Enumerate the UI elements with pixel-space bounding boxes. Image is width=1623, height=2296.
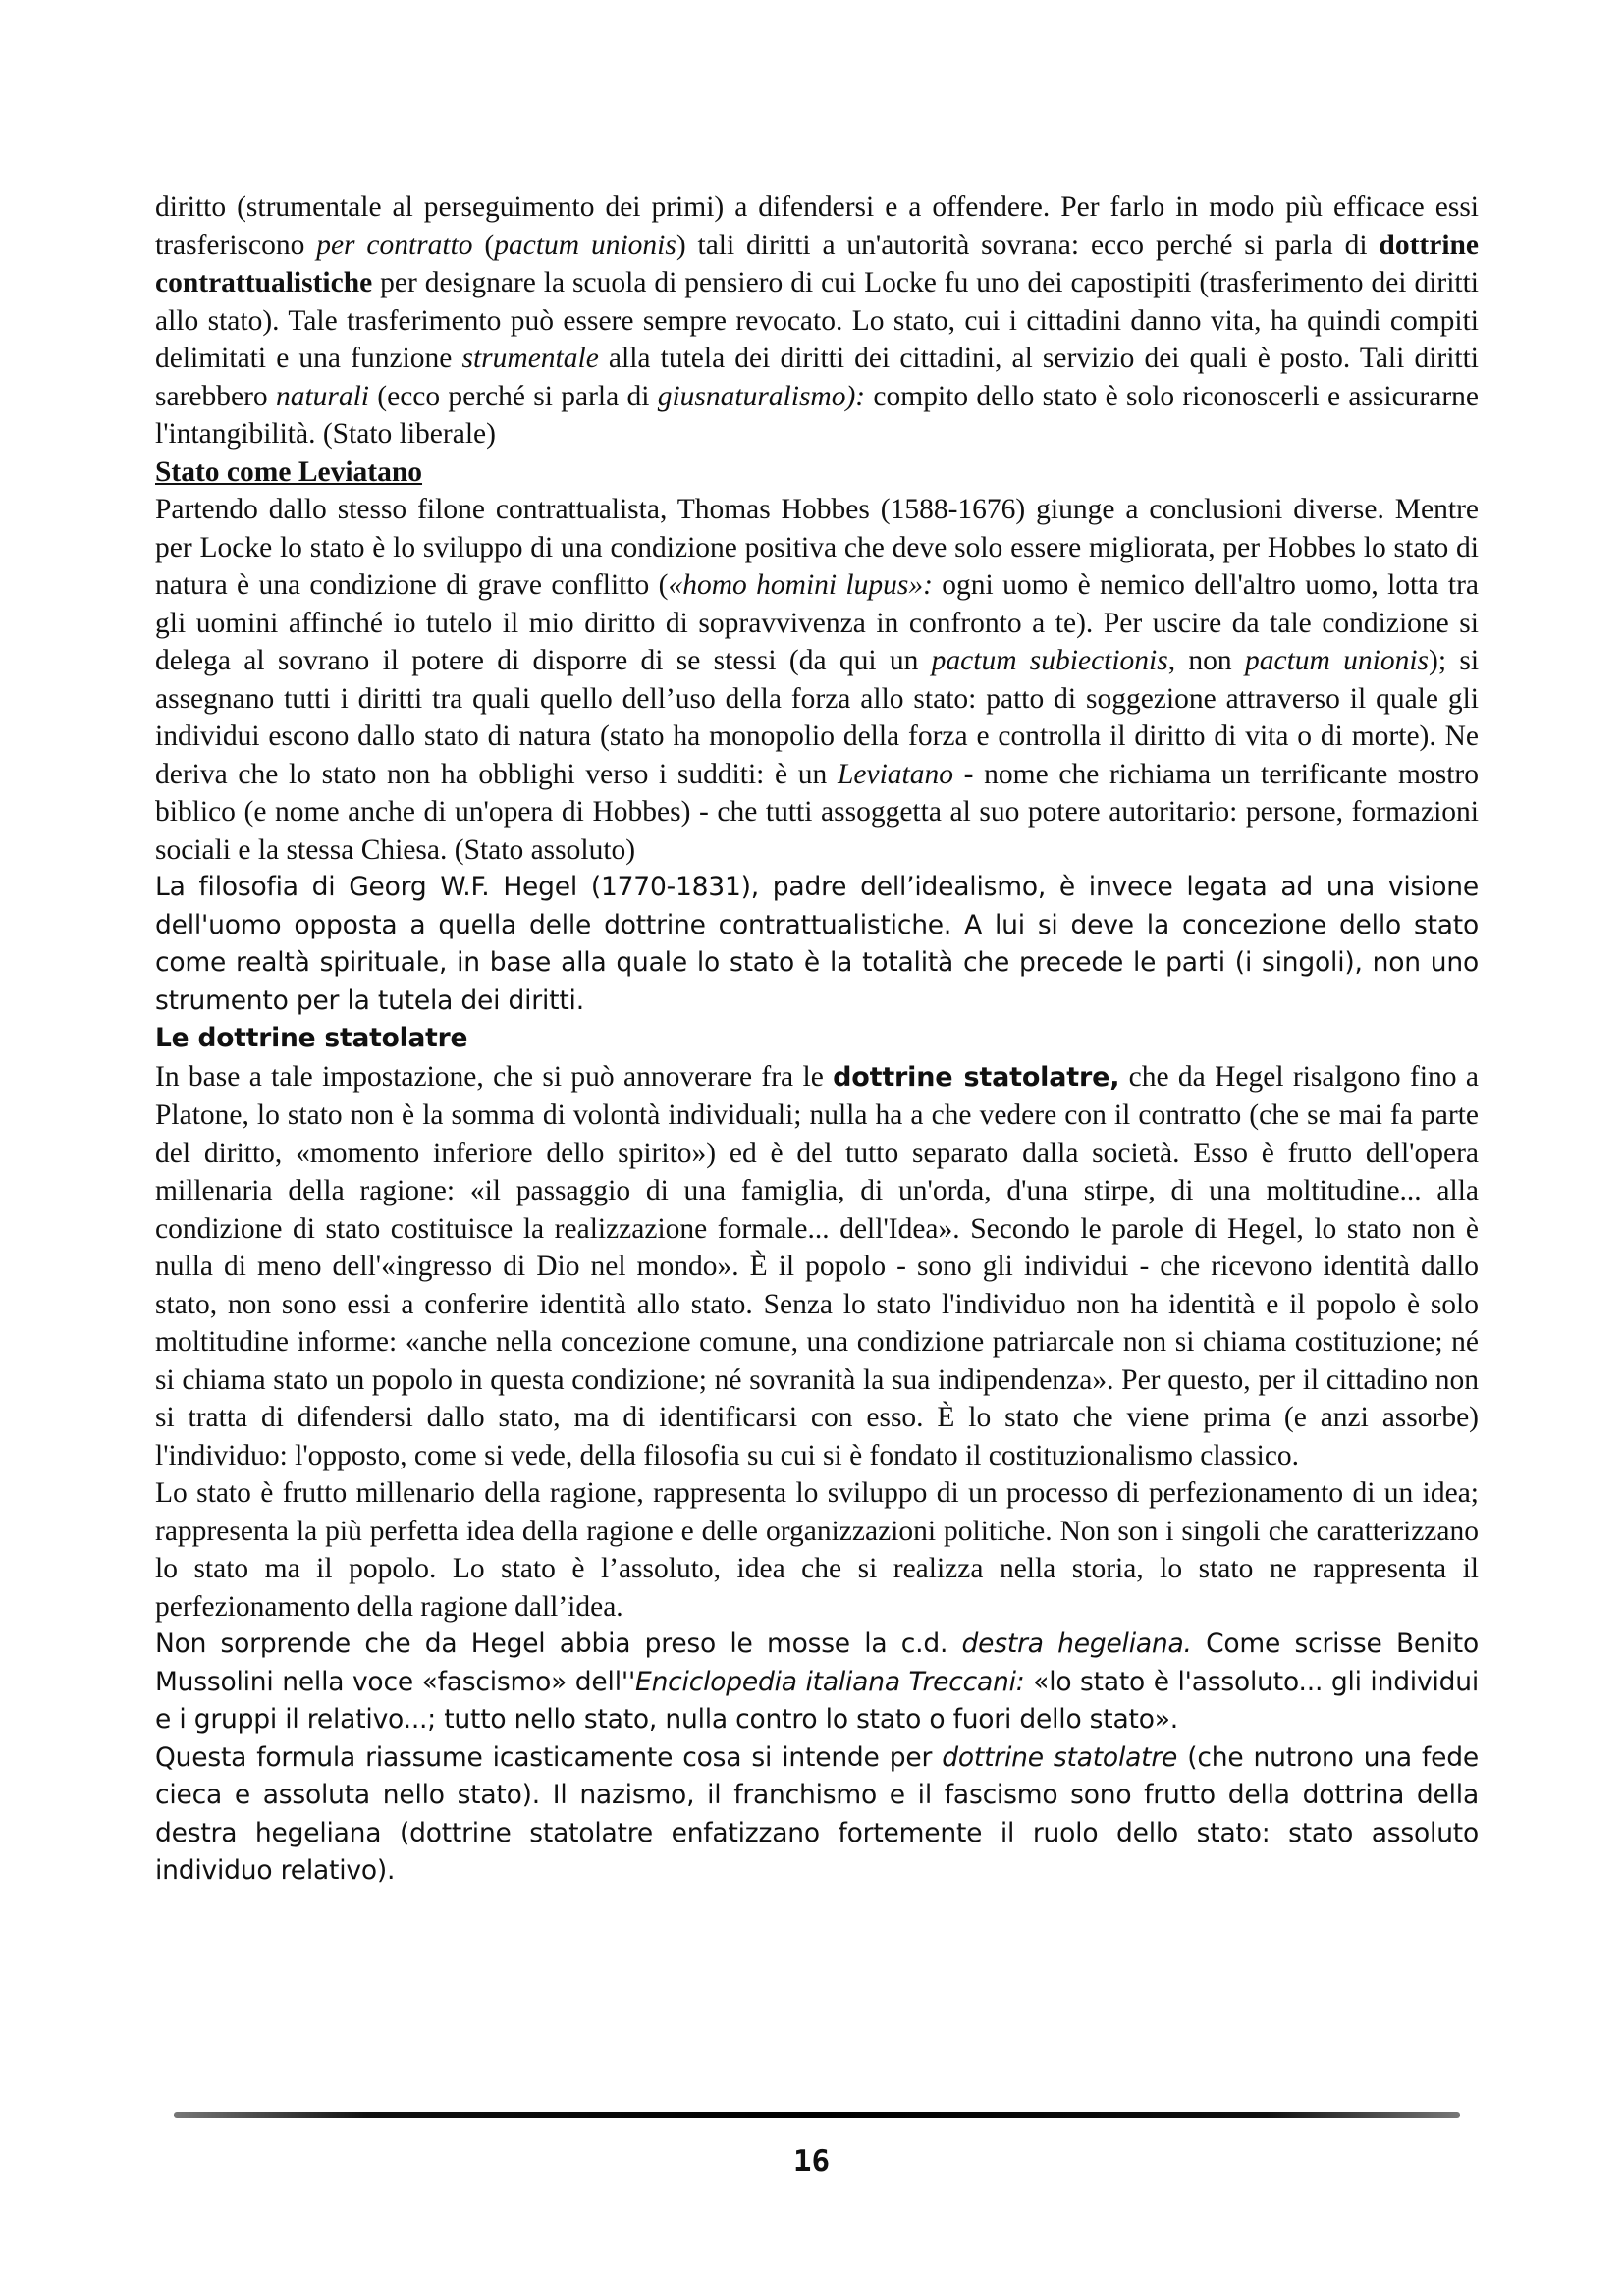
italic-run: pactum subiectionis	[931, 645, 1168, 676]
text-run: (	[472, 229, 495, 261]
text-run: Questa formula riassume icasticamente cosa si intende per	[155, 1741, 943, 1773]
italic-run: giusnaturalismo):	[657, 380, 866, 412]
bold-run: dottrine contrattualistiche	[155, 229, 1480, 298]
text-run: diritto (strumentale al perseguimento dei primi) a difendersi e a offendere. Per farlo in modo più efficace essi trasferiscono	[155, 191, 1479, 261]
footer-divider	[174, 2112, 1460, 2118]
bold-run: dottrine statolatre,	[833, 1061, 1120, 1093]
italic-run: «homo homini lupus»:	[668, 569, 933, 601]
text-run: (ecco perché si parla di	[369, 380, 658, 412]
text-run: Partendo dallo stesso filone contrattualista, Thomas Hobbes (1588-1676) giunge a conclusioni diverse. Mentre per Locke lo stato è lo sviluppo di una condizione positiva che deve solo essere migliorata, per Hobbes lo stato di natura è una condizione di grave conflitto (	[155, 494, 1479, 601]
text-run: Come scrisse Benito Mussolini nella voce «fascismo» dell'	[155, 1629, 1479, 1697]
text-run: (che nutrono una fede cieca e assoluta nello stato). Il nazismo, il franchismo e il fascismo sono frutto della dottrina della destra hegeliana (dottrine statolatre enfatizzano fortemente il ruolo dello stato: stato assoluto individuo relativo).	[155, 1741, 1480, 1886]
italic-run: dottrine statolatre	[942, 1741, 1178, 1773]
italic-run: strumentale	[461, 343, 599, 374]
text-run: ); si assegnano tutti i diritti tra quali quello dell’uso della forza allo stato: patto di soggezione attraverso il quale gli individui escono dallo stato di natura (stato ha monopolio della forza e controlla il diritto di vita o di morte). Ne deriva che lo stato non ha obblighi verso i sudditi: è un	[155, 645, 1480, 790]
text-run: che da Hegel risalgono fino a Platone, lo stato non è la somma di volontà individuali; nulla ha a che vedere con il contratto (che se mai fa parte del diritto, «momento inferiore dello spirito») ed è del tutto separato dalla società. Esso è frutto dell'opera millenaria della ragione: «il passaggio di una famiglia, di un'orda, d'una stirpe, di una moltitudine... alla condizione di stato costituisce la realizzazione formale... dell'Idea». Secondo le parole di Hegel, lo stato non è nulla di meno dell'«ingresso di Dio nel mondo». È il popolo - sono gli individui - che ricevono identità dallo stato, non sono essi a conferire identità allo stato. Senza lo stato l'individuo non ha identità e il popolo è solo moltitudine informe: «anche nella concezione comune, una condizione patriarcale non si chiama costituzione; né si chiama stato un popolo in questa condizione; né sovranità la sua indipendenza». Per questo, per il cittadino non si tratta di difendersi dallo stato, ma di identificarsi con esso. È lo stato che viene prima (e anzi assorbe) l'individuo: l'opposto, come si vede, della filosofia su cui si è fondato il costituzionalismo classico.	[155, 1060, 1479, 1471]
text-run: ogni uomo è nemico dell'altro uomo, lotta tra gli uomini affinché io tutelo il mio diritto di sopravvivenza in confronto a te). Per uscire da tale condizione si delega al sovrano il potere di disporre di se stessi (da qui un	[155, 569, 1480, 676]
paragraph-hobbes	[155, 491, 1479, 869]
italic-run: Leviatano	[837, 758, 953, 790]
text-run: per designare la scuola di pensiero di cui Locke fu uno dei capostipiti (trasferimento dei diritti allo stato). Tale trasferimento può essere sempre revocato. Lo stato, cui i cittadini danno vita, ha quindi compiti delimitati e una funzione	[155, 267, 1479, 374]
text-run: Non sorprende che da Hegel abbia preso le mosse la c.d.	[155, 1629, 962, 1659]
text-run: - nome che richiama un terrificante mostro biblico (e nome anche di un'opera di Hobbes) - che tutti assoggetta al suo potere autoritario: persone, formazioni sociali e la stessa Chiesa. (Stato assoluto)	[155, 758, 1479, 866]
heading-stato-leviatano: Stato come Leviatano	[155, 455, 423, 488]
page-body	[155, 188, 1479, 1891]
text-run: alla tutela dei diritti dei cittadini, al servizio dei quali è posto. Tali diritti sarebbero	[155, 343, 1480, 412]
paragraph-contrattualismo	[155, 188, 1479, 454]
paragraph-destra-hegeliana	[155, 1626, 1479, 1739]
text-run: «lo stato è l'assoluto... gli individui e i gruppi il relativo...; tutto nello stato, nulla contro lo stato o fuori dello stato».	[155, 1666, 1479, 1735]
page-number: 16	[792, 2144, 831, 2179]
paragraph-statolatre	[155, 1058, 1479, 1475]
italic-run: pactum unionis	[1244, 645, 1430, 676]
heading-dottrine-statolatre: Le dottrine statolatre	[155, 1023, 468, 1053]
text-run: , non	[1167, 645, 1245, 676]
italic-run: pactum unionis	[494, 229, 676, 261]
italic-run: naturali	[275, 380, 370, 412]
paragraph-hegel: La filosofia di Georg W.F. Hegel (1770-1831), padre dell’idealismo, è invece legata ad una visione dell'uomo opposta a quella delle dottrine contrattualistiche. A lui si deve la concezione dello stato come realtà spirituale, in base alla quale lo stato è la totalità che precede le parti (i singoli), non uno strumento per la tutela dei diritti.	[155, 872, 1479, 1016]
text-run: compito dello stato è solo riconoscerli e assicurarne l'intangibilità. (Stato liberale)	[155, 380, 1479, 450]
italic-run: 'Enciclopedia italiana Treccani:	[627, 1666, 1025, 1697]
italic-run: destra hegeliana.	[961, 1629, 1192, 1659]
text-run: In base a tale impostazione, che si può annoverare fra le	[155, 1060, 834, 1093]
paragraph-formula	[155, 1739, 1479, 1891]
paragraph-stato-ragione: Lo stato è frutto millenario della ragione, rappresenta lo sviluppo di un processo di perfezionamento di un idea; rappresenta la più perfetta idea della ragione e delle organizzazioni politiche. Non son i singoli che caratterizzano lo stato ma il popolo. Lo stato è l’assoluto, idea che si realizza nella storia, lo stato ne rappresenta il perfezionamento della ragione dall’idea.	[155, 1477, 1479, 1623]
italic-run: per contratto	[316, 229, 473, 261]
text-run: ) tali diritti a un'autorità sovrana: ecco perché si parla di	[676, 229, 1380, 261]
